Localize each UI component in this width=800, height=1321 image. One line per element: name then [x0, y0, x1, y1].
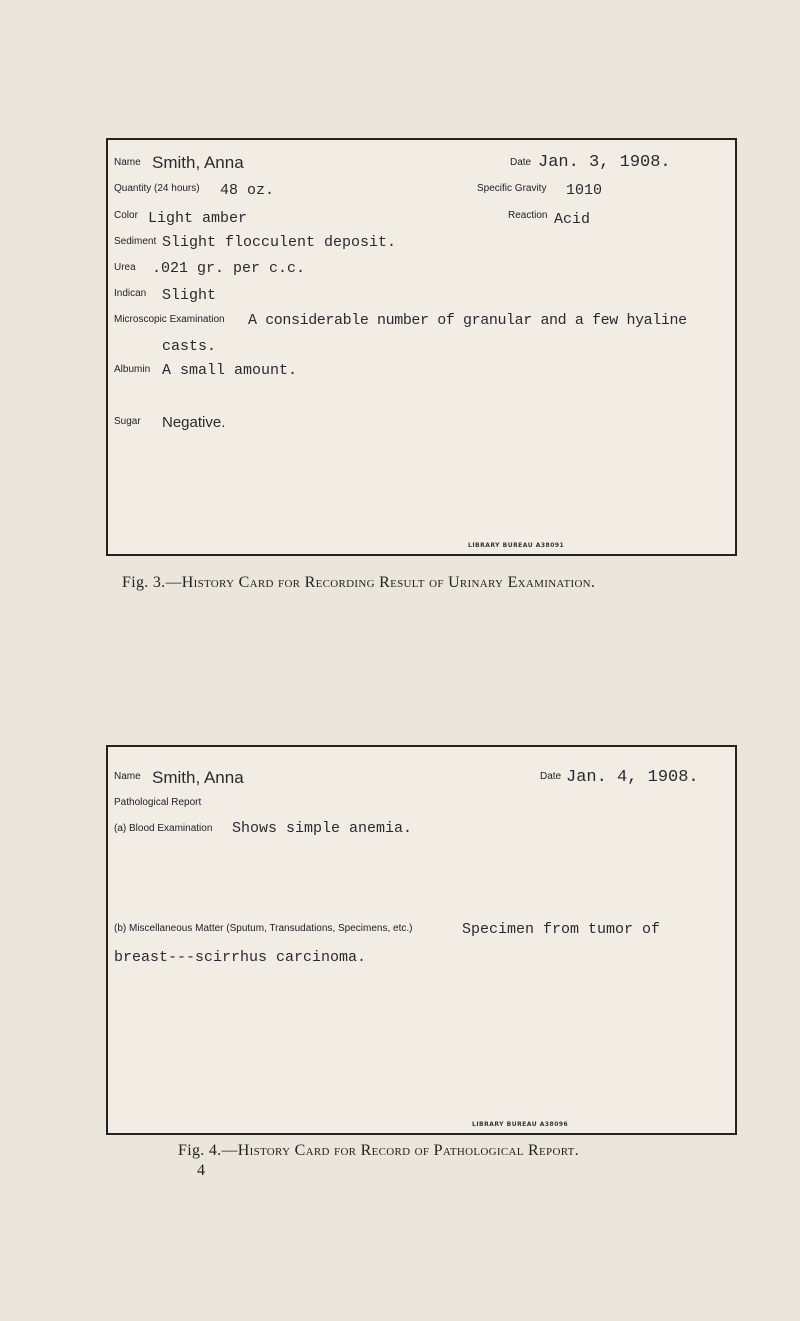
indican-label: Indican — [114, 288, 147, 299]
sediment-value: Slight flocculent deposit. — [162, 234, 397, 251]
pathological-report-label: Pathological Report — [114, 797, 202, 808]
reaction-label: Reaction — [508, 210, 548, 221]
color-label: Color — [114, 210, 138, 221]
date-label: Date — [540, 771, 562, 782]
urinary-history-card — [106, 138, 737, 556]
sediment-label: Sediment — [114, 236, 157, 247]
reaction-value: Acid — [554, 211, 591, 228]
sugar-label: Sugar — [114, 416, 141, 427]
pathological-history-card — [106, 745, 737, 1135]
date-value: Jan. 3, 1908. — [538, 153, 671, 172]
specific-gravity-value: 1010 — [566, 182, 603, 199]
urea-label: Urea — [114, 262, 136, 273]
name-value: Smith, Anna — [152, 768, 244, 787]
page-number: 4 — [197, 1162, 205, 1179]
specific-gravity-label: Specific Gravity — [477, 183, 547, 194]
library-bureau-stamp: LIBRARY BUREAU A38096 — [472, 1121, 569, 1128]
figure-3-number: Fig. 3. — [122, 574, 166, 591]
date-value: Jan. 4, 1908. — [566, 768, 699, 787]
microscopic-value-line1: A considerable number of granular and a few hyaline — [248, 312, 687, 329]
figure-4-caption — [178, 1142, 579, 1160]
albumin-label: Albumin — [114, 364, 151, 375]
name-label: Name — [114, 157, 141, 168]
microscopic-value-line2: casts. — [162, 338, 217, 355]
library-bureau-stamp: LIBRARY BUREAU A38091 — [468, 542, 565, 549]
name-label: Name — [114, 771, 141, 782]
sugar-value: Negative. — [162, 414, 226, 431]
urea-value: .021 gr. per c.c. — [152, 260, 306, 277]
figure-4-number: Fig. 4. — [178, 1142, 222, 1159]
date-label: Date — [510, 157, 532, 168]
albumin-value: A small amount. — [162, 362, 298, 379]
figure-3-caption — [122, 574, 595, 592]
name-value: Smith, Anna — [152, 153, 244, 172]
miscellaneous-value-line1: Specimen from tumor of — [462, 921, 661, 938]
color-value: Light amber — [148, 210, 248, 227]
quantity-value: 48 oz. — [220, 182, 275, 199]
miscellaneous-value-line2: breast---scirrhus carcinoma. — [114, 949, 367, 966]
microscopic-label: Microscopic Examination — [114, 314, 225, 325]
indican-value: Slight — [162, 287, 217, 304]
figure-3-text: —History Card for Recording Result of Urinary Examination. — [165, 574, 596, 591]
miscellaneous-matter-label: (b) Miscellaneous Matter (Sputum, Transudations, Specimens, etc.) — [114, 923, 413, 934]
figure-4-text: —History Card for Record of Pathological Report. — [221, 1142, 579, 1159]
blood-examination-value: Shows simple anemia. — [232, 820, 413, 837]
quantity-label: Quantity (24 hours) — [114, 183, 200, 194]
blood-examination-label: (a) Blood Examination — [114, 823, 213, 834]
